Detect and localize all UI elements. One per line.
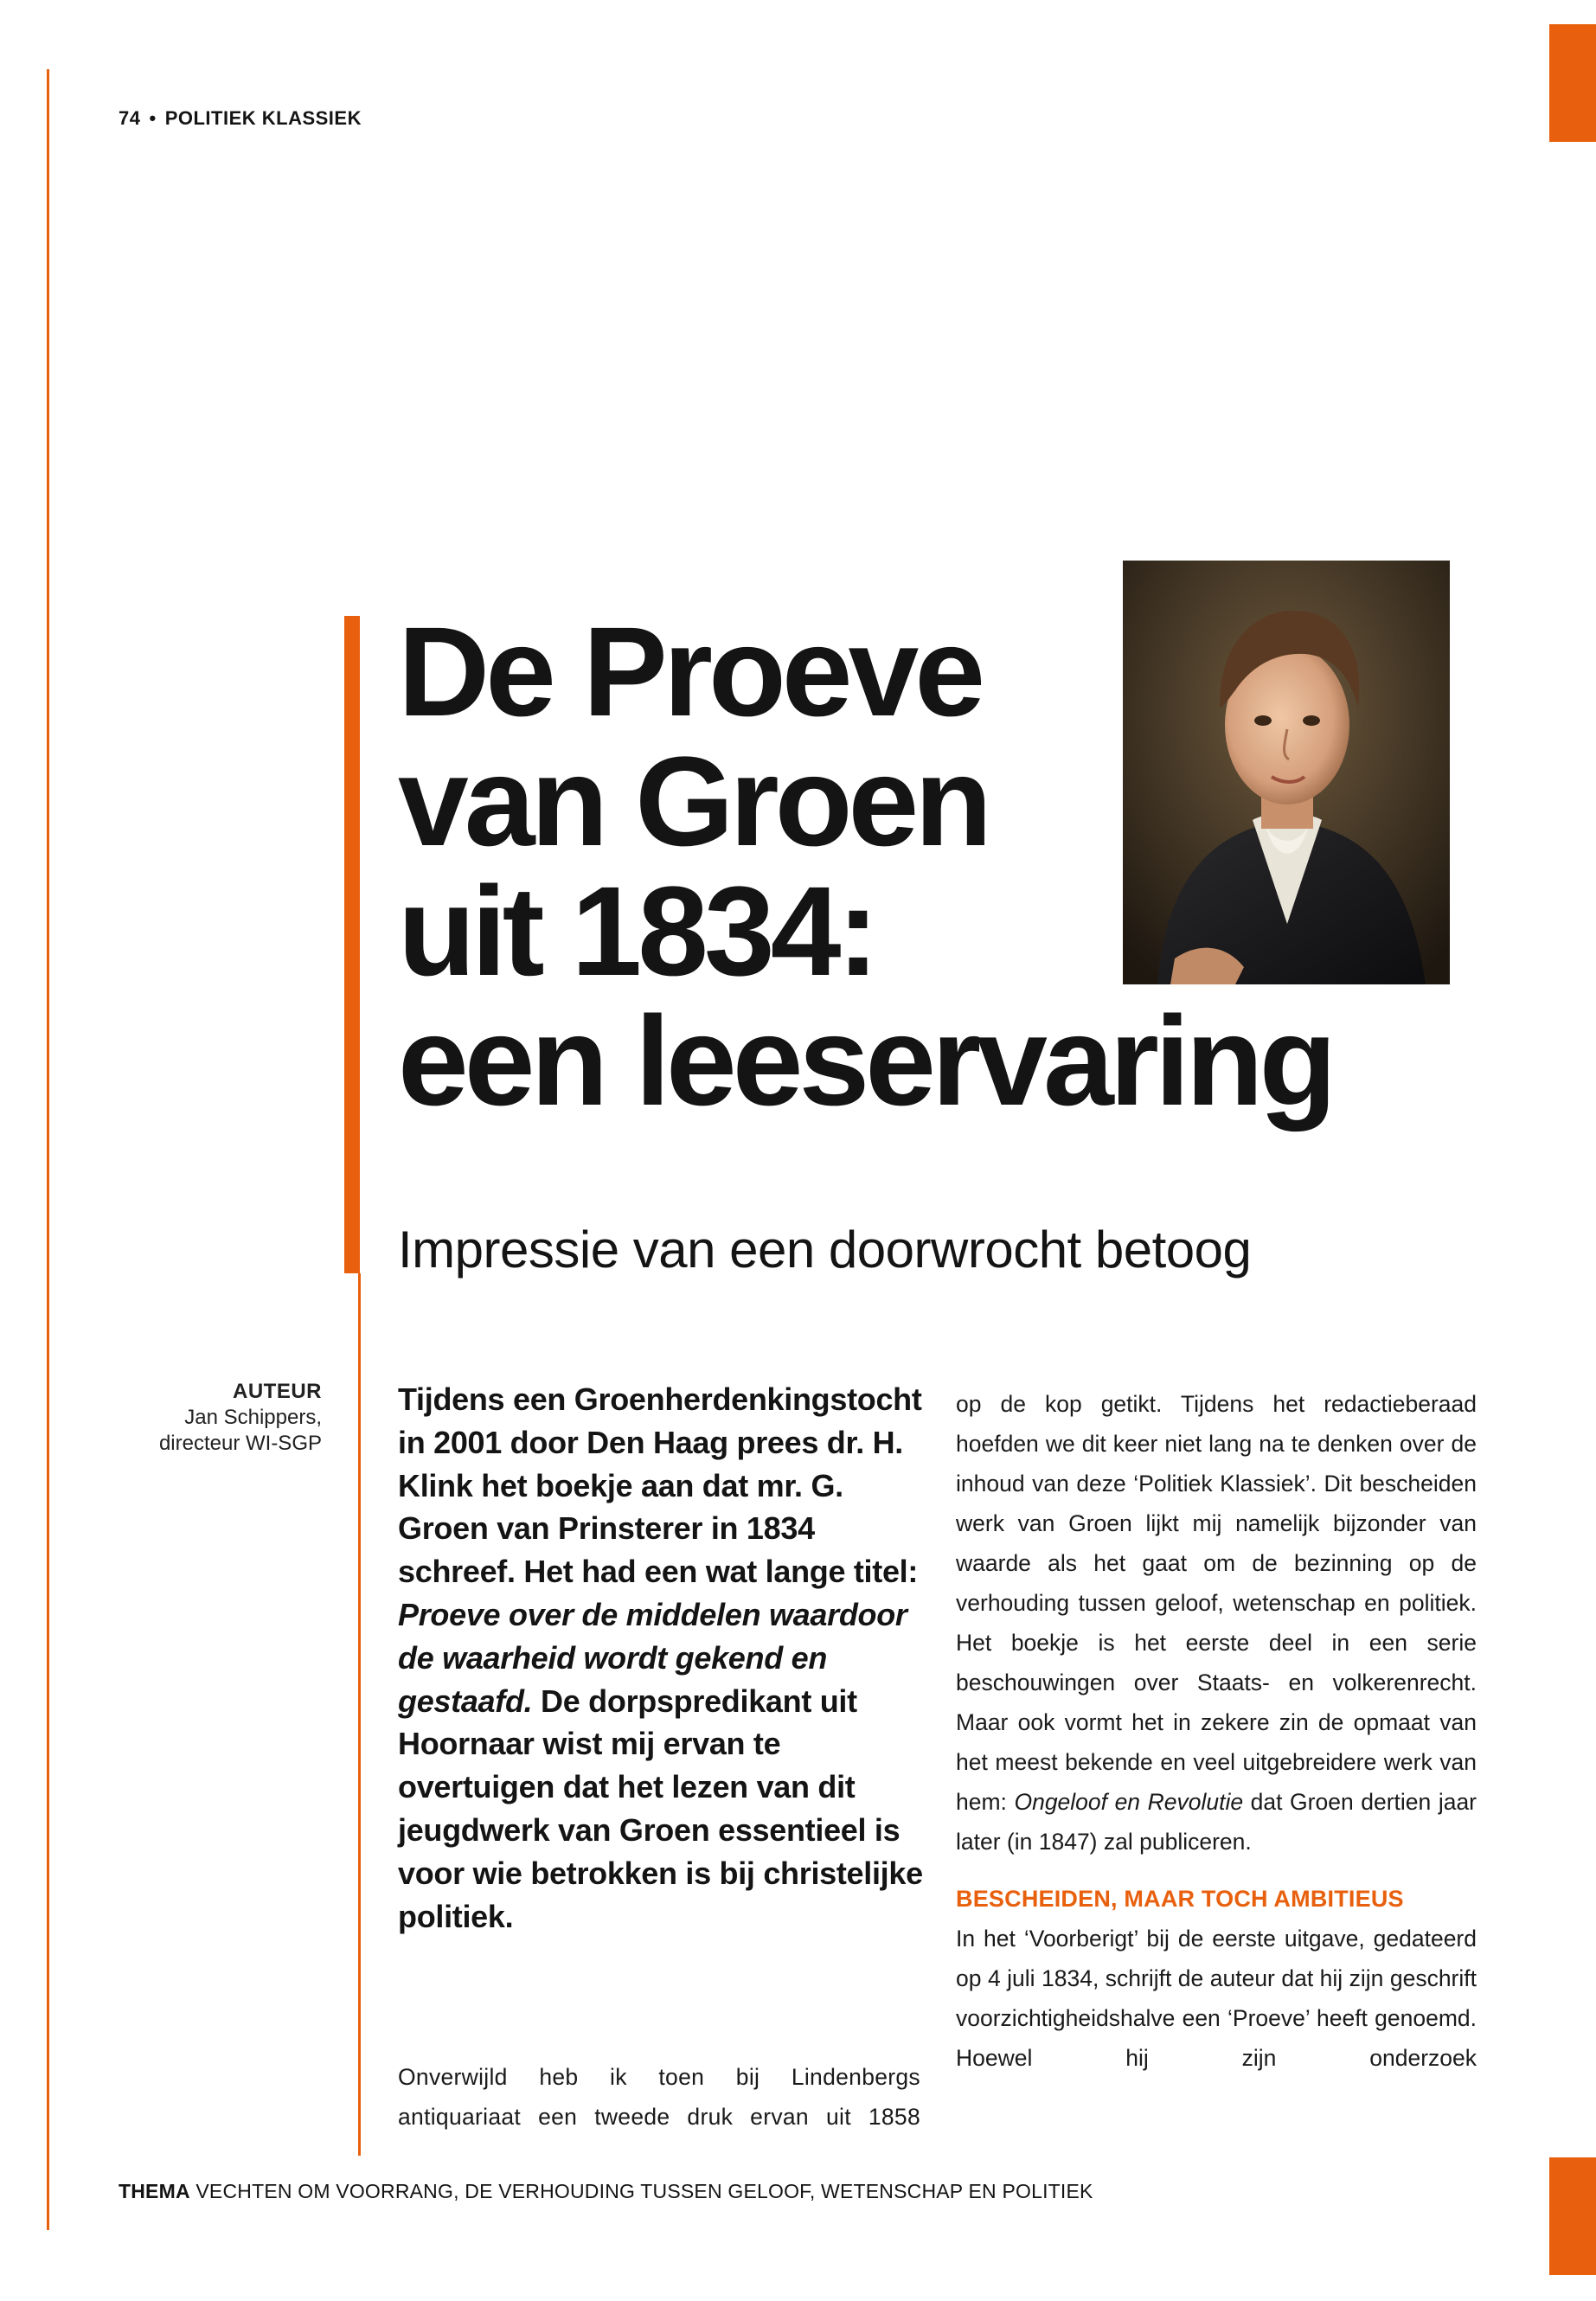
left-margin-rule [47, 69, 49, 2230]
author-role: directeur WI-SGP [158, 1432, 322, 1455]
body-column-2 [956, 1384, 1477, 2078]
lead-text: Tijdens een Groenherdenkingstocht in 2001 door Den Haag prees dr. H. Klink het boekje aan dat mr. G. Groen van Prinsterer in 1834 schreef. Het had een wat lange titel: [398, 1381, 922, 1590]
section-subheading: BESCHEIDEN, MAAR TOCH AMBITIEUS [956, 1886, 1404, 1912]
body-text: dat Groen dertien jaar later (in 1847) zal publiceren. [956, 1789, 1477, 1855]
footer-label: THEMA [119, 2180, 190, 2202]
author-block [130, 1379, 322, 1457]
article-subtitle: Impressie van een doorwrocht betoog [398, 1221, 1252, 1279]
portrait-groen-van-prinsterer [1123, 561, 1450, 984]
author-name: Jan Schippers, [184, 1406, 322, 1429]
lead-book-title: Proeve over de middelen waardoor de waarheid wordt gekend en gestaafd. [398, 1596, 907, 1719]
body-paragraph-col1: Onverwijld heb ik toen bij Lindenbergs antiquariaat een tweede druk ervan uit 1858 [398, 2064, 920, 2130]
title-line: De Proeve [398, 601, 982, 743]
title-accent-bar [344, 616, 360, 1273]
body-paragraph [956, 1384, 1477, 1862]
running-header [119, 107, 362, 130]
running-footer [119, 2180, 1093, 2203]
orange-page-tab-bottom [1549, 2157, 1596, 2275]
header-separator: • [149, 107, 157, 129]
title-line: uit 1834: [398, 861, 875, 1003]
author-label: AUTEUR [233, 1380, 322, 1403]
lead-text: De dorpspredikant uit Hoornaar wist mij ervan te overtuigen dat het lezen van dit jeugdwerk van Groen essentieel is voor wie betrokken is bij christelijke politiek. [398, 1682, 923, 1934]
footer-theme: VECHTEN OM VOORRANG, DE VERHOUDING TUSSEN GELOOF, WETENSCHAP EN POLITIEK [189, 2180, 1093, 2202]
body-paragraph: In het ‘Voorberigt’ bij de eerste uitgave, gedateerd op 4 juli 1834, schrijft de auteur dat hij zijn geschrift voorzichtigheidshalve een ‘Proeve’ heeft genoemd. Hoewel hij zijn onderzoek [956, 1926, 1477, 2071]
page-number: 74 [119, 107, 141, 129]
orange-page-tab-top [1549, 24, 1596, 142]
lead-paragraph [398, 1378, 934, 1938]
body-text: op de kop getikt. Tijdens het redactieberaad hoefden we dit keer niet lang na te denken over de inhoud van deze ‘Politiek Klassiek’. Dit bescheiden werk van Groen lijkt mij namelijk bijzonder van waarde als het gaat om de bezinning op de verhouding tussen geloof, wetenschap en politiek. Het boekje is het eerste deel in een serie beschouwingen over Staats- en volkerenrecht. Maar ook vormt het in zekere zin de opmaat van het meest bekende en veel uitgebreidere werk van hem: [956, 1391, 1477, 1815]
section-name: POLITIEK KLASSIEK [164, 107, 362, 129]
column-accent-rule [358, 1273, 361, 2156]
body-book-title: Ongeloof en Revolutie [1014, 1789, 1244, 1815]
title-line: van Groen [398, 731, 989, 873]
title-line: een leeservaring [398, 990, 1333, 1132]
